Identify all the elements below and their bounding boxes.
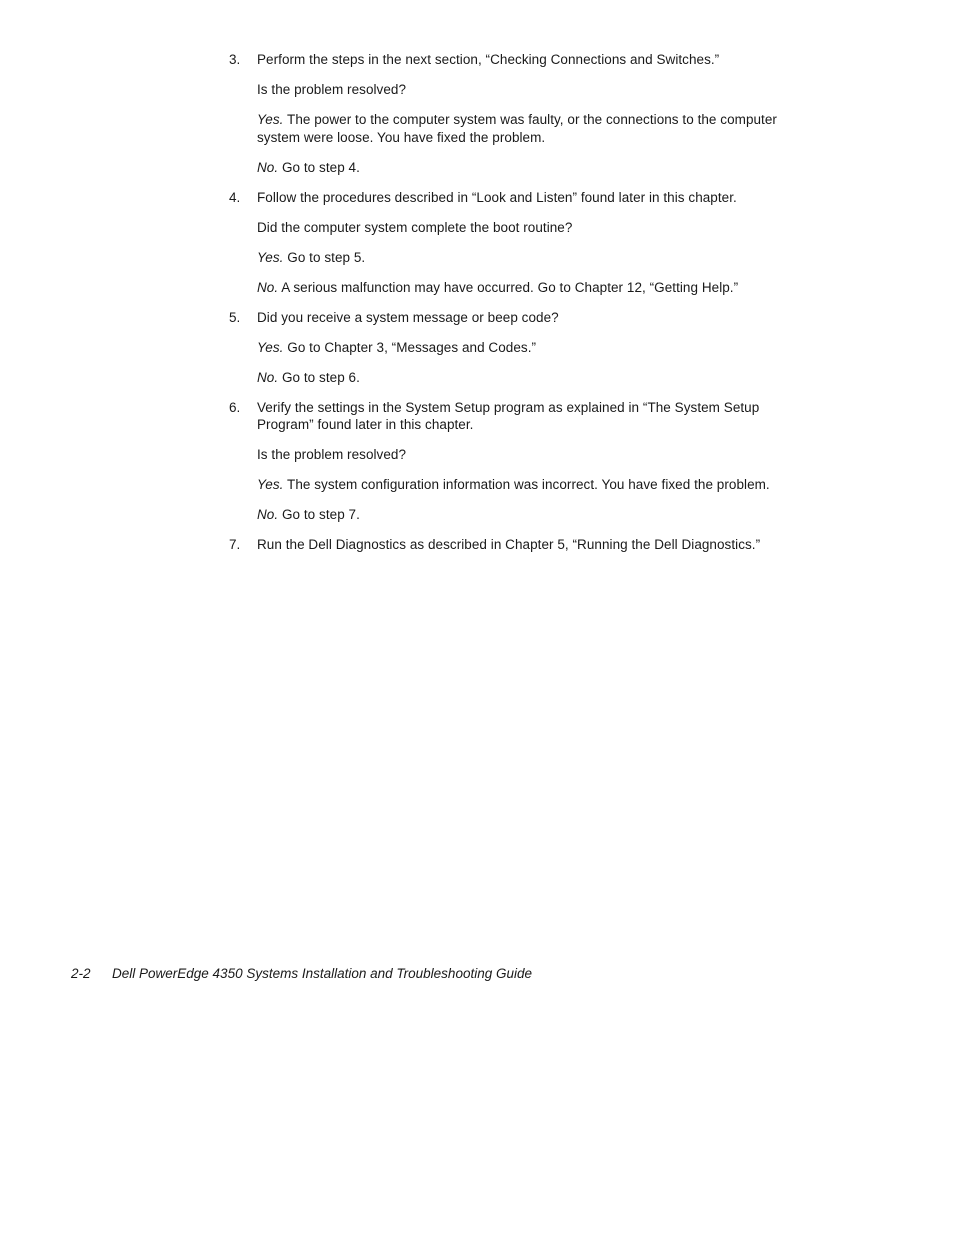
yes-answer — [257, 249, 789, 267]
step-3 — [229, 51, 789, 176]
yes-label: Yes. — [257, 477, 284, 492]
step-number: 3. — [229, 52, 241, 67]
no-label: No. — [257, 279, 279, 295]
page-number: 2-2 — [71, 966, 91, 981]
yes-label: Yes. — [257, 249, 284, 265]
no-text: A serious malfunction may have occurred. Go to Chapter 12, “Getting Help.” — [278, 279, 739, 295]
step-5 — [229, 309, 789, 387]
no-label: No. — [257, 507, 279, 522]
no-label: No. — [257, 369, 279, 385]
step-question: Did the computer system complete the boot routine? — [257, 219, 573, 235]
yes-answer — [257, 339, 789, 357]
yes-text: The power to the computer system was faulty, or the connections to the computer system were loose. You have fixed the problem. — [257, 112, 777, 145]
step-number: 7. — [229, 537, 241, 552]
no-answer — [257, 369, 789, 387]
procedure-list — [229, 51, 789, 566]
step-number: 4. — [229, 189, 241, 205]
yes-answer — [257, 111, 789, 146]
step-instruction: Run the Dell Diagnostics as described in Chapter 5, “Running the Dell Diagnostics.” — [257, 537, 761, 552]
no-answer — [257, 279, 789, 297]
step-question: Is the problem resolved? — [257, 82, 407, 97]
yes-text: Go to Chapter 3, “Messages and Codes.” — [283, 339, 537, 355]
yes-answer — [257, 476, 789, 494]
step-instruction: Perform the steps in the next section, “Checking Connections and Switches.” — [257, 52, 720, 67]
step-7 — [229, 536, 789, 554]
step-4 — [229, 189, 789, 297]
step-question: Is the problem resolved? — [257, 447, 407, 462]
step-instruction: Follow the procedures described in “Look and Listen” found later in this chapter. — [257, 189, 737, 205]
no-text: Go to step 4. — [278, 159, 360, 175]
step-instruction: Did you receive a system message or beep code? — [257, 309, 559, 325]
step-instruction: Verify the settings in the System Setup program as explained in “The System Setup Program” found later in this chapter. — [257, 399, 760, 432]
step-number: 5. — [229, 309, 241, 325]
yes-label: Yes. — [257, 339, 284, 355]
step-number: 6. — [229, 399, 241, 415]
yes-text: The system configuration information was incorrect. You have fixed the problem. — [283, 477, 770, 492]
no-text: Go to step 6. — [278, 369, 360, 385]
no-text: Go to step 7. — [278, 507, 360, 522]
no-answer — [257, 159, 789, 177]
no-label: No. — [257, 159, 279, 175]
yes-label: Yes. — [257, 112, 284, 127]
no-answer — [257, 506, 789, 524]
yes-text: Go to step 5. — [283, 249, 366, 265]
page-footer — [71, 965, 532, 983]
step-6 — [229, 399, 789, 524]
document-title: Dell PowerEdge 4350 Systems Installation and Troubleshooting Guide — [112, 966, 532, 981]
